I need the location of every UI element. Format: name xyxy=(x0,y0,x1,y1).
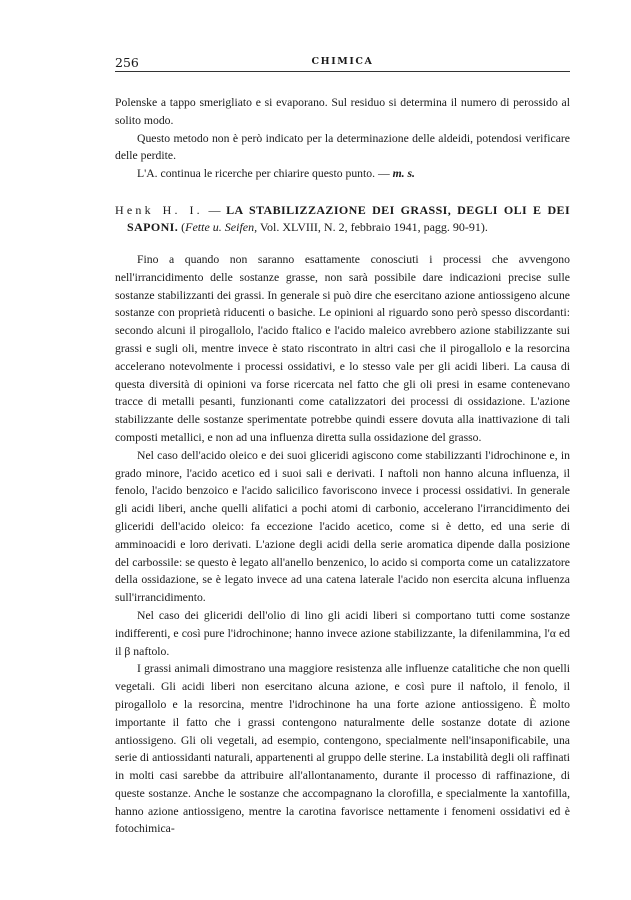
page-number: 256 xyxy=(115,55,139,70)
body-paragraph-4: I grassi animali dimostrano una maggiore resistenza alle influenze catalitiche che non quelli vegetali. Gli acidi liberi non esercitano alcuna azione, e così pure il naftolo, il fenolo, il pirogallolo e la resorcina, mentre l'idrochinone ha una forte azione antiossigeno. È molto importante il fatto che i grassi contengono naturalmente delle sostanze dotate di azione antiossigeno. Gli oli vegetali, ad esempio, contengono, specialmente nell'insaponificabile, una serie di antiossidanti naturali, appartenenti al gruppo delle sterine. La instabilità degli oli raffinati in molti casi sarebbe da attribuire all'allontanamento, durante il processo di raffinazione, di queste sostanze. Anche le sostanze che accompagnano la clorofilla, e specialmente la xantofilla, hanno azione antiossigeno, mentre la carotina favorisce nettamente i fenomeni ossidativi ed è fotochimica- xyxy=(115,662,570,836)
bibliographic-entry: Henk H. I. — LA STABILIZZAZIONE DEI GRASSI, DEGLI OLI E DEI SAPONI. (Fette u. Seifen, Vol. XLVIII, N. 2, febbraio 1941, pagg. 90-91). xyxy=(115,202,571,235)
running-head: CHIMICA xyxy=(311,56,374,67)
page-header xyxy=(115,55,570,72)
journal-page xyxy=(115,55,570,838)
previous-article-closing-paragraph xyxy=(115,165,570,183)
previous-article-closing: L'A. continua le ricerche per chiarire questo punto. — xyxy=(137,167,390,181)
entry-title: LA STABILIZZAZIONE DEI GRASSI, DEGLI OLI E DEI SAPONI. xyxy=(127,202,571,235)
entry-citation: Vol. XLVIII, N. 2, febbraio 1941, pagg. 90-91). xyxy=(259,220,488,235)
abstract-signature: m. s. xyxy=(392,167,415,181)
article-body xyxy=(115,251,570,838)
previous-article-line-1: Polenske a tappo smerigliato e si evaporano. Sul residuo si determina il numero di perossido al solito modo. xyxy=(115,96,570,127)
entry-dash: — xyxy=(202,202,227,217)
body-paragraph-2: Nel caso dell'acido oleico e dei suoi gliceridi agiscono come stabilizzanti l'idrochinone e, in grado minore, l'acido acetico ed i suoi sali e derivati. I naftoli non hanno alcuna influenza, il fenolo, l'acido benzoico e l'acido salicilico favoriscono invece i processi ossidativi. In generale gli acidi liberi, anche quelli alifatici a pochi atomi di carbonio, accelerano l'irrancidimento dei gliceridi dell'acido oleico: fa eccezione l'acido acetico, come si è detto, ed una serie di amminoacidi e loro derivati. L'azione degli acidi della serie aromatica dipende dalla posizione del carbossile: se questo è legato all'anello benzenico, lo acido si comporta come un catalizzatore della ossidazione, se è legato invece ad una catena laterale l'acido non esercita alcuna influenza sull'irrancidimento. xyxy=(115,448,570,605)
entry-journal: Fette u. Seifen, xyxy=(185,220,258,235)
previous-article-line-2: Questo metodo non è però indicato per la determinazione delle aldeidi, potendosi verificare delle perdite. xyxy=(115,131,570,163)
previous-article-end xyxy=(115,94,570,183)
entry-author: Henk H. I. xyxy=(115,202,203,217)
body-paragraph-3: Nel caso dei gliceridi dell'olio di lino gli acidi liberi si comportano tutti come sostanze indifferenti, e così pure l'idrochinone; hanno invece azione stabilizzante, la difenilammina, l'α ed il β naftolo. xyxy=(115,608,570,658)
body-paragraph-1: Fino a quando non saranno esattamente conosciuti i processi che avvengono nell'irrancidimento delle sostanze grasse, non sarà possibile dare indicazioni precise sulle sostanze stabilizzanti dei grassi. In generale si può dire che esercitano azione antiossigeno alcune sostanze con proprietà riducenti o basiche. Le opinioni al riguardo sono però spesso discordanti: secondo alcuni il pirogallolo, l'acido ftalico e l'acido maleico avrebbero azione stabilizzante sui grassi e sugli oli, mentre invece è stato riscontrato in altri casi che il pirogallolo e la resorcina accelerano notevolmente i processi ossidativi, e lo stesso vale per gli acidi liberi. La causa di questa diversità di opinioni va forse ricercata nel fatto che gli oli presi in esame contenevano tracce di metalli pesanti, funzionanti come catalizzatori dei processi di ossidazione. L'azione stabilizzante delle sostanze sperimentate potrebbe quindi essere dovuta alla inattivazione di tali composti metallici, e non ad una influenza diretta sulla ossidazione del grasso. xyxy=(115,252,570,444)
